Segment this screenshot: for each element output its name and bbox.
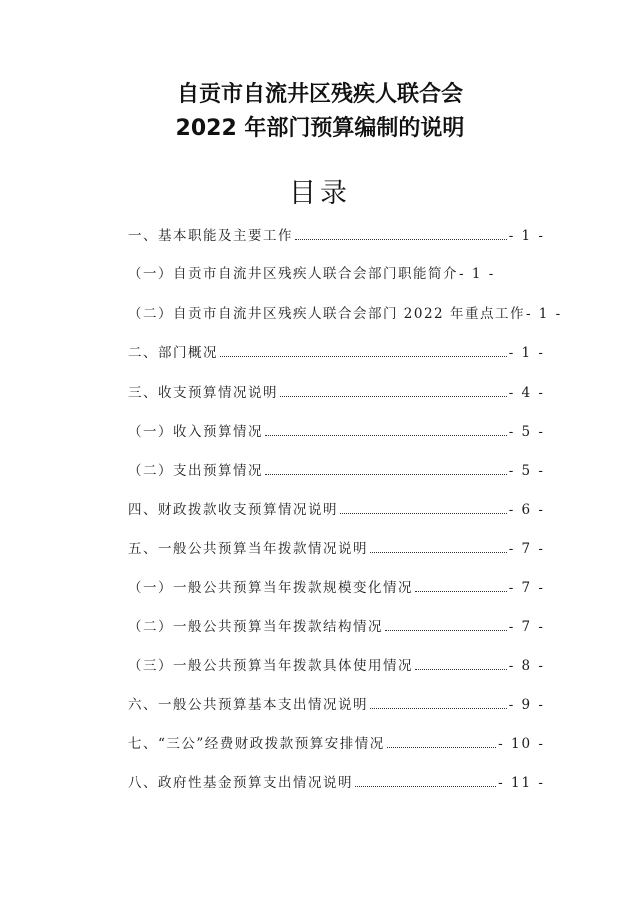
- toc-entry-page: - 1 -: [525, 306, 563, 322]
- toc-entry-page: - 1 -: [508, 345, 545, 361]
- dot-leader: [265, 474, 507, 475]
- toc-entry-1-2[interactable]: [128, 304, 562, 324]
- dot-leader: [370, 708, 507, 709]
- toc-entry-label: 三、收支预算情况说明: [128, 385, 278, 401]
- dot-leader: [415, 669, 507, 670]
- toc-entry-label: （一）收入预算情况: [128, 424, 263, 440]
- toc-entry-7[interactable]: [128, 734, 545, 754]
- toc-entry-page: - 7 -: [508, 619, 545, 635]
- toc-entry-page: - 11 -: [498, 775, 545, 791]
- toc-entry-label: 四、财政拨款收支预算情况说明: [128, 502, 338, 518]
- dot-leader: [415, 591, 507, 592]
- toc-entry-page: - 7 -: [508, 580, 545, 596]
- dot-leader: [355, 786, 496, 787]
- dot-leader: [385, 630, 507, 631]
- toc-entry-1-1[interactable]: [128, 264, 495, 284]
- dot-leader: [387, 747, 496, 748]
- toc-entry-5-3[interactable]: [128, 656, 545, 676]
- toc-entry-page: - 4 -: [508, 385, 545, 401]
- toc-entry-3-2[interactable]: [128, 461, 545, 481]
- dot-leader: [265, 435, 507, 436]
- toc-entry-page: - 9 -: [508, 697, 545, 713]
- title-line-1: 自贡市自流井区残疾人联合会: [176, 82, 463, 107]
- toc-entry-label: 一、基本职能及主要工作: [128, 228, 293, 244]
- toc-heading: 目录: [289, 178, 351, 209]
- toc-entry-label: （三）一般公共预算当年拨款具体使用情况: [128, 658, 413, 674]
- toc-entry-label: （一）自贡市自流井区残疾人联合会部门职能简介: [128, 266, 458, 282]
- toc-entry-page: - 10 -: [498, 736, 545, 752]
- toc-entry-label: （二）一般公共预算当年拨款结构情况: [128, 619, 383, 635]
- toc-entry-label: 六、一般公共预算基本支出情况说明: [128, 697, 368, 713]
- toc-entry-page: - 1 -: [459, 266, 496, 282]
- toc-entry-6[interactable]: [128, 695, 545, 715]
- toc-entry-3-1[interactable]: [128, 422, 545, 442]
- toc-entry-page: - 8 -: [508, 658, 545, 674]
- toc-entry-5-2[interactable]: [128, 617, 545, 637]
- toc-entry-page: - 5 -: [508, 424, 545, 440]
- toc-entry-page: - 7 -: [508, 541, 545, 557]
- toc-entry-label: 七、“三公”经费财政拨款预算安排情况: [128, 736, 385, 752]
- toc-entry-page: - 5 -: [508, 463, 545, 479]
- toc-entry-5[interactable]: [128, 539, 545, 559]
- toc-entry-4[interactable]: [128, 500, 545, 520]
- toc-entry-label: 八、政府性基金预算支出情况说明: [128, 775, 353, 791]
- toc-entry-label: （二）自贡市自流井区残疾人联合会部门 2022 年重点工作: [128, 306, 525, 322]
- toc-entry-8[interactable]: [128, 773, 545, 793]
- toc-entry-2[interactable]: [128, 343, 545, 363]
- title-line-2: 2022 年部门预算编制的说明: [175, 116, 465, 141]
- dot-leader: [340, 513, 507, 514]
- dot-leader: [220, 356, 507, 357]
- toc-entry-label: 五、一般公共预算当年拨款情况说明: [128, 541, 368, 557]
- toc-entry-page: - 6 -: [508, 502, 545, 518]
- document-title: [0, 78, 640, 146]
- toc-entry-5-1[interactable]: [128, 578, 545, 598]
- toc-entry-label: （一）一般公共预算当年拨款规模变化情况: [128, 580, 413, 596]
- dot-leader: [280, 396, 507, 397]
- dot-leader: [295, 239, 507, 240]
- toc-entry-3[interactable]: [128, 383, 545, 403]
- toc-entry-page: - 1 -: [508, 228, 545, 244]
- toc-entry-1[interactable]: [128, 226, 545, 246]
- dot-leader: [370, 552, 507, 553]
- toc-entry-label: 二、部门概况: [128, 345, 218, 361]
- toc-entry-label: （二）支出预算情况: [128, 463, 263, 479]
